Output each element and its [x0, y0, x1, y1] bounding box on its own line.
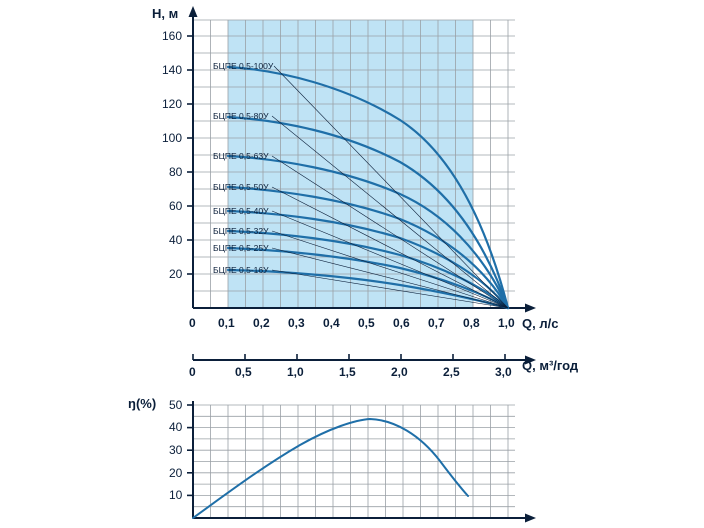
x-tick-0-5: 0,5: [358, 316, 375, 330]
eff-tick-40: 40: [169, 420, 183, 434]
y-tick-120: 120: [162, 97, 183, 111]
eff-tick-10: 10: [169, 488, 183, 502]
y-tick-60: 60: [169, 199, 183, 213]
x2-tick-0: 0: [189, 365, 196, 379]
x2-tick-2-5: 2,5: [443, 365, 460, 379]
curve-label-bcpe-0-5-63u: БЦПЕ 0,5-63У: [213, 151, 269, 161]
eff-tick-20: 20: [169, 466, 183, 480]
y-tick-140: 140: [162, 63, 183, 77]
curve-label-bcpe-0-5-80u: БЦПЕ 0,5-80У: [213, 111, 269, 121]
x-axis-arrow: [525, 304, 536, 313]
x-tick-0-2: 0,2: [253, 316, 270, 330]
efficiency-curve-plot: [0, 395, 704, 525]
y-axis-title-head: H, м: [152, 6, 179, 21]
x-tick-0: 0: [189, 316, 196, 330]
x2-tick-1-0: 1,0: [287, 365, 304, 379]
curve-label-bcpe-0-5-25u: БЦПЕ 0,5-25У: [213, 243, 269, 253]
eff-tick-50: 50: [169, 398, 183, 412]
y-tick-20: 20: [169, 267, 183, 281]
x-axis-title-flow-m3h: Q, м³/год: [522, 358, 579, 373]
curve-label-bcpe-0-5-40u: БЦПЕ 0,5-40У: [213, 206, 269, 216]
y-tick-80: 80: [169, 165, 183, 179]
x-tick-0-4: 0,4: [323, 316, 340, 330]
x-tick-0-8: 0,8: [463, 316, 480, 330]
x-tick-0-1: 0,1: [218, 316, 235, 330]
x2-tick-0-5: 0,5: [235, 365, 252, 379]
y-tick-40: 40: [169, 233, 183, 247]
y-axis-arrow: [189, 6, 198, 17]
x-axis-arrow-eff: [525, 514, 536, 523]
curve-label-bcpe-0-5-32u: БЦПЕ 0,5-32У: [213, 226, 269, 236]
x2-tick-2-0: 2,0: [391, 365, 408, 379]
x-axis-title-flow-ls: Q, л/с: [522, 316, 559, 331]
curve-label-bcpe-0-5-16u: БЦПЕ 0,5-16У: [213, 265, 269, 275]
x-tick-0-3: 0,3: [288, 316, 305, 330]
x-tick-0-6: 0,6: [393, 316, 410, 330]
x2-tick-1-5: 1,5: [339, 365, 356, 379]
y-axis-title-efficiency: ŋ(%): [128, 396, 157, 411]
x-tick-1-0: 1,0: [498, 316, 515, 330]
curve-label-bcpe-0-5-100u: БЦПЕ 0,5-100У: [213, 61, 274, 71]
efficiency-curve: [193, 419, 468, 518]
y-tick-100: 100: [162, 131, 183, 145]
x-tick-0-7: 0,7: [428, 316, 445, 330]
eff-tick-30: 30: [169, 443, 183, 457]
x2-tick-3-0: 3,0: [495, 365, 512, 379]
curve-label-bcpe-0-5-50u: БЦПЕ 0,5-50У: [213, 182, 269, 192]
y-tick-160: 160: [162, 29, 183, 43]
